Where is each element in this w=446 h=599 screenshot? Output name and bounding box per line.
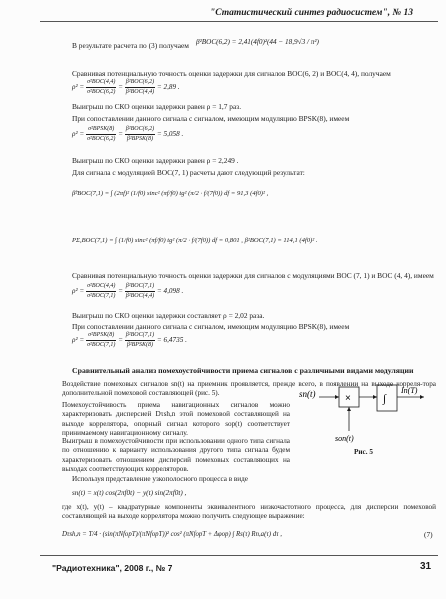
equation-2: ρ² = $\frac{\text{σ²BOC(4,4)}}{\text{σ²BOC(6,2)}}$ = $\frac{\text{β²BOC(6,2)}}{\text{β²BOC(4,4)}}$ = 2,89 . bbox=[72, 79, 180, 95]
integrator-block bbox=[377, 385, 397, 411]
multiplier-symbol: × bbox=[345, 393, 351, 404]
integral-symbol: ∫ bbox=[383, 393, 387, 405]
reference-signal-label: sоп(t) bbox=[335, 434, 354, 443]
body-line-2: Сравнивая потенциальную точность оценки задержки для сигналов BOC(6, 2) и BOC(4, 4), получаем bbox=[72, 69, 391, 78]
paragraph-4: Используя представление узкополосного процесса в виде bbox=[72, 475, 248, 483]
equation-3: ρ² = $\frac{\text{σ²BPSK(8)}}{\text{σ²BOC(6,2)}}$ = $\frac{\text{β²BOC(6,2)}}{\text{β²BPSK(8)}}$ = 5,058 . bbox=[72, 126, 184, 142]
equation-9: Dτsh,n = T/4 · (sin(πNfopT)/(πNfopT))² cos² (πNfopT + Δφop) ∫ Rs(τ) Rn,a(τ) dτ , bbox=[62, 531, 282, 538]
paragraph-2: Помехоустойчивость приема навигационных сигналов можно характеризовать дисперсией Dτsh,n этой помеховой составляющей на выходе коррелятора, опорный сигнал которого sop(t) соответствует принимаемому навигационному сигналу. bbox=[62, 401, 290, 438]
figure-caption: Рис. 5 bbox=[354, 448, 373, 456]
output-arrowhead bbox=[420, 395, 424, 399]
body-line-7: Сравнивая потенциальную точность оценки задержки для сигналов с модуляциями BOC (7, 1) и BOC (4, 4), имеем bbox=[72, 271, 434, 280]
running-header: "Статистический синтез радиосистем", № 13 bbox=[210, 8, 414, 18]
body-line-4: При сопоставлении данного сигнала с сигналом, имеющим модуляцию BPSK(8), имеем bbox=[72, 114, 350, 123]
equation-1: β²BOC(6,2) = 2,41(4f0)²(44 − 18,9√3 / π²) bbox=[196, 38, 319, 46]
body-line-9: При сопоставлении данного сигнала с сигналом, имеющим модуляцию BPSK(8), имеем bbox=[72, 322, 350, 331]
equation-5: PΣ,BOC(7,1) = ∫ (1/f0) sinc² (πf/f0) tg² (π/2 · f/(7f0)) df = 0,801 , β²BOC(7,1) = 114,1 (4f0)² . bbox=[72, 237, 318, 244]
paragraph-5: где x(t), y(t) – квадратурные компоненты эквивалентного низкочастотного процесса, для дисперсии помеховой составляющей на выходе коррелятора можно получить следующее выражение: bbox=[62, 503, 436, 521]
output-label: Iп(T) bbox=[401, 386, 418, 395]
correlator-block-diagram bbox=[297, 383, 427, 445]
header-rule bbox=[40, 21, 438, 22]
page-number: 31 bbox=[420, 561, 432, 572]
svg-text:sn(t): sn(t) bbox=[299, 389, 316, 399]
equation-number: (7) bbox=[424, 530, 433, 539]
equation-7: ρ² = $\frac{\text{σ²BPSK(8)}}{\text{σ²BOC(7,1)}}$ = $\frac{\text{β²BOC(7,1)}}{\text{β²BPSK(8)}}$ = 6,4735 . bbox=[72, 332, 187, 348]
equation-4: β̃²BOC(7,1) = ∫ (2πf)² (1/f0) sinc² (πf/f0) tg² (π/2 · f/(7f0)) df = 91,3 (4f0)² , bbox=[72, 190, 269, 197]
reference-arrowhead bbox=[347, 407, 351, 411]
footer-rule bbox=[40, 555, 438, 556]
input-signal-label bbox=[299, 389, 316, 399]
equation-6: ρ² = $\frac{\text{σ²BOC(4,4)}}{\text{σ²BOC(7,1)}}$ = $\frac{\text{β²BOC(7,1)}}{\text{β²BOC(4,4)}}$ = 4,098 . bbox=[72, 283, 184, 299]
body-line-8: Выигрыш по СКО оценки задержки составляет ρ = 2,02 раза. bbox=[72, 311, 265, 320]
body-line-3: Выигрыш по СКО оценки задержки равен ρ = 1,7 раз. bbox=[72, 102, 242, 111]
section-title: Сравнительный анализ помехоустойчивости приема сигналов с различными видами модуляции bbox=[72, 366, 414, 375]
paragraph-1: Воздействие помеховых сигналов sn(t) на приемник проявляется, прежде всего, в появлении на выходе корреля-тора дополнительной помеховой составляющей (рис. 5). bbox=[62, 380, 436, 398]
footer-journal: "Радиотехника", 2008 г., № 7 bbox=[52, 563, 173, 573]
paragraph-3: Выигрыш в помехоустойчивости при использовании одного типа сигнала по отношению к варианту использования другого типа сигнала будем характеризовать отношением дисперсий помеховых составляющих на выходах соответствующих корреляторов. bbox=[62, 437, 290, 474]
body-line-1: В результате расчета по (3) получаем bbox=[72, 41, 189, 50]
mid-arrowhead bbox=[373, 395, 377, 399]
body-line-6: Для сигнала с модуляцией BOC(7, 1) расчеты дают следующий результат: bbox=[72, 168, 305, 177]
input-arrowhead bbox=[335, 395, 339, 399]
equation-8: sn(t) = x(t) cos(2πf0t) − y(t) sin(2πf0t) , bbox=[72, 489, 187, 497]
body-line-5: Выигрыш по СКО оценки задержки равен ρ = 2,249 . bbox=[72, 156, 239, 165]
